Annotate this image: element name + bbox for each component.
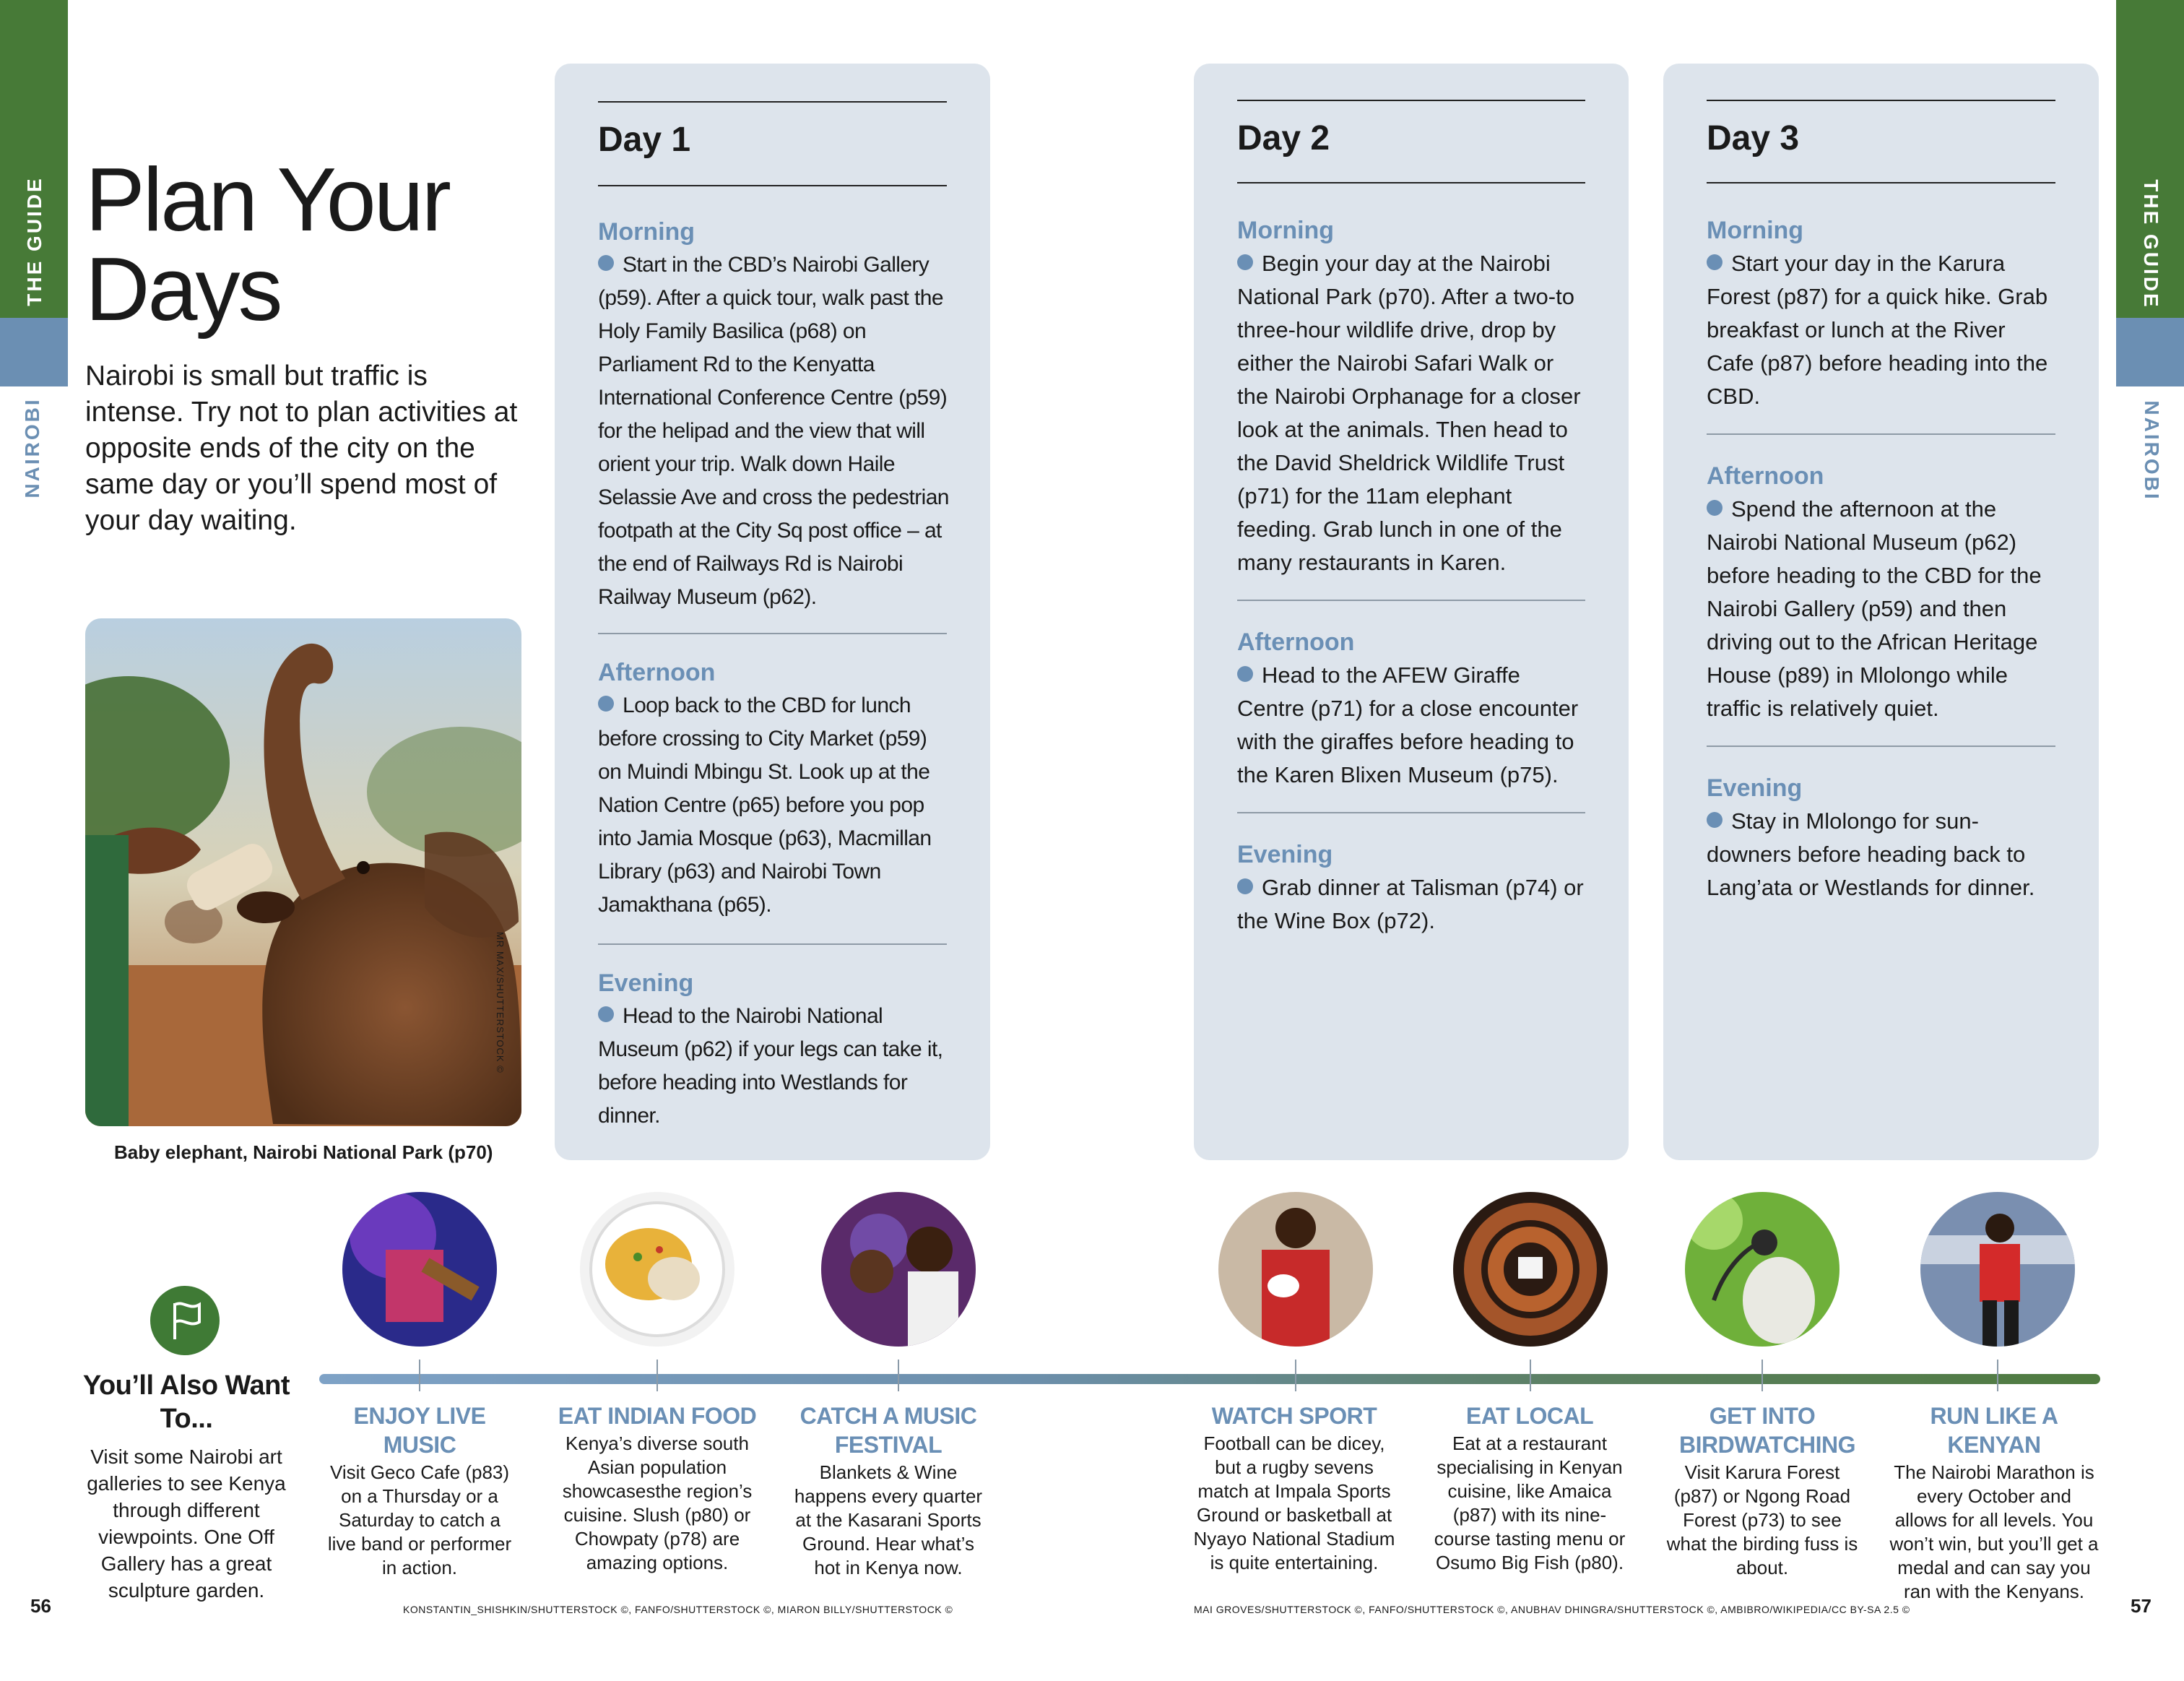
activity-title: RUN LIKE A KENYAN <box>1930 1403 2058 1458</box>
birdwatching-photo <box>1685 1192 1840 1347</box>
left-side-tab-green <box>0 0 68 318</box>
flag-icon <box>150 1286 220 1355</box>
activity-title: EAT INDIAN FOOD <box>558 1403 757 1429</box>
left-city-label: NAIROBI <box>21 397 43 498</box>
activity-title: WATCH SPORT <box>1211 1403 1377 1429</box>
section-divider <box>598 633 947 634</box>
page-title-line1: Plan Your <box>85 150 449 250</box>
activity-title: EAT LOCAL <box>1465 1403 1594 1429</box>
bullet-icon <box>1707 254 1722 270</box>
timeline-tick <box>1530 1360 1531 1391</box>
day-3-afternoon-label: Afternoon <box>1707 462 1824 490</box>
also-want-title: You’ll Also Want To... <box>82 1370 290 1434</box>
day-3-evening-text: Stay in Mlolongo for sun-downers before heading back to Lang’ata or Westlands for dinner. <box>1707 808 2035 900</box>
card-heading-rule <box>598 185 947 186</box>
day-3-title: Day 3 <box>1707 119 1800 157</box>
day-1-evening-label: Evening <box>598 969 694 997</box>
day-1-afternoon-text: Loop back to the CBD for lunch before crossing to City Market (p59) on Muindi Mbingu St. Look up at the Nation Centre (p65) before you pop into Jamia Mosque (p63), Macmillan Library (p63) and Nairobi Town Jamakthana (p65). <box>598 693 932 917</box>
activity-timeline <box>319 1374 2100 1384</box>
page-number-right: 57 <box>2131 1595 2152 1617</box>
activity-live-music <box>315 1401 524 1580</box>
elephant-photo <box>85 618 521 1126</box>
right-side-tab-green <box>2116 0 2184 318</box>
section-divider <box>598 943 947 945</box>
day-2-evening-label: Evening <box>1237 841 1333 868</box>
activity-run-like-a-kenyan <box>1889 1401 2099 1604</box>
activity-text: Football can be dicey, but a rugby sevens match at Impala Sports Ground or basketball at Nyayo National Stadium is quite entertaining. <box>1193 1432 1395 1573</box>
live-music-photo <box>342 1192 497 1347</box>
sport-image <box>1218 1192 1373 1347</box>
day-1-evening-text: Head to the Nairobi National Museum (p62) if your legs can take it, before heading into Westlands for dinner. <box>598 1004 943 1128</box>
marathon-image <box>1920 1192 2075 1347</box>
activity-watch-sport <box>1190 1401 1399 1575</box>
sport-photo <box>1218 1192 1373 1347</box>
photo-credits-right: MAI GROVES/SHUTTERSTOCK ©, FANFO/SHUTTERSTOCK ©, ANUBHAV DHINGRA/SHUTTERSTOCK ©, AMBIBRO/WIKIPEDIA/CC BY-SA 2.5 © <box>1194 1604 1910 1615</box>
bullet-icon <box>1707 812 1722 828</box>
activity-birdwatching <box>1658 1401 1867 1580</box>
card-heading-rule <box>1237 182 1585 183</box>
bullet-icon <box>1237 878 1253 894</box>
bullet-icon <box>1237 666 1253 682</box>
timeline-tick <box>1997 1360 1998 1391</box>
day-3-afternoon <box>1707 459 2058 725</box>
day-2-afternoon-label: Afternoon <box>1237 628 1355 656</box>
timeline-tick <box>1762 1360 1763 1391</box>
section-divider <box>1707 433 2055 435</box>
music-festival-image <box>821 1192 976 1347</box>
bullet-icon <box>1237 254 1253 270</box>
day-3-morning <box>1707 214 2058 413</box>
indian-food-photo <box>580 1192 734 1347</box>
day-2-card <box>1194 64 1629 1160</box>
day-2-evening <box>1237 838 1588 938</box>
page-title-line2: Days <box>85 240 281 340</box>
right-city-label: NAIROBI <box>2141 400 2163 501</box>
flag-glyph <box>150 1286 220 1355</box>
birdwatching-image <box>1685 1192 1840 1347</box>
indian-food-image <box>580 1192 734 1347</box>
bullet-icon <box>598 696 614 712</box>
photo-credit: MR MAX/SHUTTERSTOCK © <box>495 932 506 1073</box>
timeline-tick <box>898 1360 899 1391</box>
day-2-morning-label: Morning <box>1237 217 1335 244</box>
activity-title: CATCH A MUSIC FESTIVAL <box>800 1403 977 1458</box>
right-side-tab-blue <box>2116 318 2184 386</box>
day-2-evening-text: Grab dinner at Talisman (p74) or the Wine Box (p72). <box>1237 875 1584 933</box>
activity-text: Eat at a restaurant specialising in Kenyan cuisine, like Amaica (p87) with its nine-course tasting menu or Osumo Big Fish (p80). <box>1434 1432 1626 1573</box>
activity-text: Kenya’s diverse south Asian population showcasesthe region’s cuisine. Slush (p80) or Chowpaty (p78) are amazing options. <box>562 1432 753 1573</box>
activity-text: Visit Geco Cafe (p83) on a Thursday or a Saturday to catch a live band or performer in action. <box>327 1461 512 1578</box>
activity-text: Visit Karura Forest (p87) or Ngong Road Forest (p73) to see what the birding fuss is about. <box>1666 1461 1858 1578</box>
day-2-morning <box>1237 214 1588 579</box>
day-3-evening-label: Evening <box>1707 774 1803 802</box>
activity-title: ENJOY LIVE MUSIC <box>353 1403 486 1458</box>
timeline-tick <box>1295 1360 1296 1391</box>
day-1-morning-label: Morning <box>598 218 696 246</box>
photo-caption: Baby elephant, Nairobi National Park (p70) <box>114 1141 493 1163</box>
day-2-afternoon-text: Head to the AFEW Giraffe Centre (p71) for a close encounter with the giraffes before heading to the Karen Blixen Museum (p75). <box>1237 662 1579 787</box>
elephant-illustration <box>85 618 521 1126</box>
activity-music-festival <box>784 1401 993 1580</box>
card-top-rule <box>598 101 947 103</box>
activity-eat-local <box>1425 1401 1634 1575</box>
day-2-title: Day 2 <box>1237 119 1330 157</box>
day-3-afternoon-text: Spend the afternoon at the Nairobi National Museum (p62) before heading to the CBD for the Nairobi Gallery (p59) and then driving out to the African Heritage House (p89) in Mlolongo while traffic is relatively quiet. <box>1707 496 2042 721</box>
day-2-afternoon <box>1237 626 1588 792</box>
intro-text: Nairobi is small but traffic is intense. Try not to plan activities at opposite ends of the city on the same day or you’ll spend most of your day waiting. <box>85 360 518 536</box>
timeline-tick <box>656 1360 658 1391</box>
bullet-icon <box>598 1006 614 1022</box>
card-top-rule <box>1237 100 1585 101</box>
card-top-rule <box>1707 100 2055 101</box>
day-1-title: Day 1 <box>598 121 691 159</box>
day-3-morning-label: Morning <box>1707 217 1804 244</box>
local-food-photo <box>1453 1192 1608 1347</box>
music-festival-photo <box>821 1192 976 1347</box>
day-2-morning-text: Begin your day at the Nairobi National Park (p70). After a two-to three-hour wildlife drive, drop by either the Nairobi Safari Walk or the Nairobi Orphanage for a closer look at the animals. Then head to the David Sheldrick Wildlife Trust (p71) for the 11am elephant feeding. Grab lunch in one of the many restaurants in Karen. <box>1237 251 1581 575</box>
also-want-text: Visit some Nairobi art galleries to see Kenya through different viewpoints. One Off Gallery has a great sculpture garden. <box>87 1446 286 1602</box>
activity-title: GET INTO BIRDWATCHING <box>1679 1403 1856 1458</box>
day-1-afternoon <box>598 656 950 922</box>
left-side-tab-blue <box>0 318 68 386</box>
card-heading-rule <box>1707 182 2055 183</box>
page-title <box>85 150 449 340</box>
activity-indian-food <box>552 1401 762 1575</box>
page-number-left: 56 <box>30 1595 51 1617</box>
section-divider <box>1237 600 1585 601</box>
section-divider <box>1707 746 2055 747</box>
day-3-card <box>1663 64 2099 1160</box>
activity-text: The Nairobi Marathon is every October and allows for all levels. You won’t win, but you’ll get a medal and can say you ran with the Kenyans. <box>1889 1461 2099 1602</box>
day-3-evening <box>1707 772 2058 904</box>
right-guide-label: THE GUIDE <box>2140 179 2162 309</box>
activity-text: Blankets & Wine happens every quarter at the Kasarani Sports Ground. Hear what’s hot in Kenya now. <box>794 1461 983 1578</box>
bullet-icon <box>1707 500 1722 516</box>
live-music-image <box>342 1192 497 1347</box>
day-1-evening <box>598 967 950 1133</box>
left-guide-label: THE GUIDE <box>23 176 46 306</box>
day-1-morning-text: Start in the CBD’s Nairobi Gallery (p59). After a quick tour, walk past the Holy Family Basilica (p68) on Parliament Rd to the Kenyatta International Conference Centre (p59) for the helipad and the view that will orient your trip. Walk down Haile Selassie Ave and cross the pedestrian footpath at the City Sq post office – at the end of Railways Rd is Nairobi Railway Museum (p62). <box>598 253 949 609</box>
day-1-morning <box>598 215 950 614</box>
day-3-morning-text: Start your day in the Karura Forest (p87) for a quick hike. Grab breakfast or lunch at the River Cafe (p87) before heading into the CBD. <box>1707 251 2048 409</box>
local-food-image <box>1453 1192 1608 1347</box>
bullet-icon <box>598 255 614 271</box>
day-1-afternoon-label: Afternoon <box>598 659 716 686</box>
day-1-card <box>555 64 990 1160</box>
marathon-photo <box>1920 1192 2075 1347</box>
section-divider <box>1237 812 1585 813</box>
photo-credits-left: KONSTANTIN_SHISHKIN/SHUTTERSTOCK ©, FANFO/SHUTTERSTOCK ©, MIARON BILLY/SHUTTERSTOCK © <box>403 1604 953 1615</box>
timeline-tick <box>419 1360 420 1391</box>
